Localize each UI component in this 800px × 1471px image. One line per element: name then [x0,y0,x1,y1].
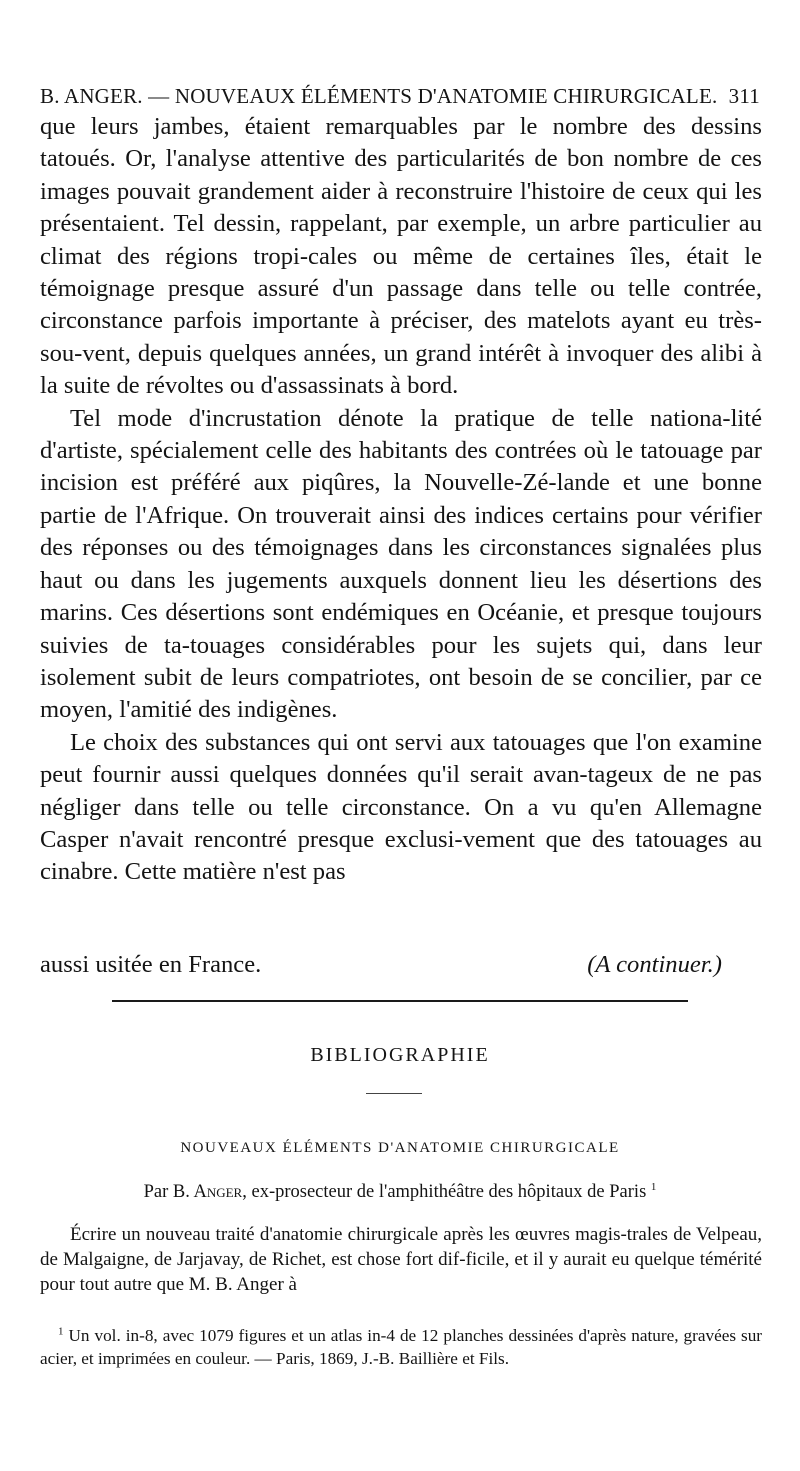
page-number: 311 [728,84,760,108]
author-suffix: , ex-prosecteur de l'amphithéâtre des hôpitaux de Paris [242,1182,647,1202]
running-header [40,84,760,109]
bibliography-subheading: NOUVEAUX ÉLÉMENTS D'ANATOMIE CHIRURGICALE [180,1140,620,1156]
last-line-text: aussi usitée en France. [40,951,262,978]
running-title: B. ANGER. — NOUVEAUX ÉLÉMENTS D'ANATOMIE CHIRURGICALE. [40,84,718,108]
footnote-reference: 1 [650,1180,657,1193]
footnote [40,1325,762,1370]
heading-ornament-rule [366,1093,422,1094]
to-be-continued: (A continuer.) [587,951,722,978]
section-divider [112,1000,688,1002]
bibliography-author-line [0,1182,800,1203]
footnote-text: Un vol. in-8, avec 1079 figures et un atlas in-4 de 12 planches dessinées d'après nature, gravées sur acier, et imprimées en couleur. — Paris, 1869, J.-B. Baillière et Fils. [40,1326,763,1368]
bibliography-text [40,1222,762,1297]
paragraph-3: Le choix des substances qui ont servi aux tatouages que l'on examine peut fournir aussi quelques données qu'il serait avan-tageux de ne pas négliger dans telle ou telle circonstance. On a vu qu'en Allemagne Casper n'avait rencontré presque exclusi-vement que des tatouages au cinabre. Cette matière n'est pas [40,728,762,886]
footnote-marker: 1 [58,1325,64,1338]
author-prefix: Par [143,1182,169,1202]
paragraph-1: que leurs jambes, étaient remarquables par le nombre des dessins tatoués. Or, l'analyse attentive des particularités de bon nombre de ces images pouvait grandement aider à reconstruire l'histoire de ceux qui les présentaient. Tel dessin, rappelant, par exemple, un arbre particulier au climat des régions tropi-cales ou même de certaines îles, était le témoignage presque assuré d'un passage dans telle ou telle contrée, circonstance parfois importante à préciser, des matelots ayant eu très-sou-vent, depuis quelques années, un grand intérêt à invoquer des alibi à la suite de révoltes ou d'assassinats à bord. [40,113,762,400]
bibliography-heading: BIBLIOGRAPHIE [310,1044,490,1066]
paragraph-2: Tel mode d'incrustation dénote la pratique de telle nationa-lité d'artiste, spécialement celle des habitants des contrées où le tatouage par incision est préféré aux piqûres, la Nouvelle-Zé-lande et une bonne partie de l'Afrique. On trouverait ainsi des indices certains pour vérifier des réponses ou des témoignages dans les circonstances signalées plus haut ou dans les jugements auxquels donnent lieu les désertions des marins. Ces désertions sont endémiques en Océanie, et presque toujours suivies de ta-touages considérables pour les sujets qui, dans leur isolement subit de leurs compatriotes, ont besoin de se concilier, par ce moyen, l'amitié des indigènes. [40,404,762,724]
paragraph-3-last-line [40,951,762,979]
main-text [40,111,762,889]
author-name: B. Anger [172,1182,243,1202]
bibliography-paragraph: Écrire un nouveau traité d'anatomie chirurgicale après les œuvres magis-trales de Velpeau, de Malgaigne, de Jarjavay, de Richet, est chose fort dif-ficile, et il y aurait eu quelque témérité pour tout autre que M. B. Anger à [40,1224,762,1295]
